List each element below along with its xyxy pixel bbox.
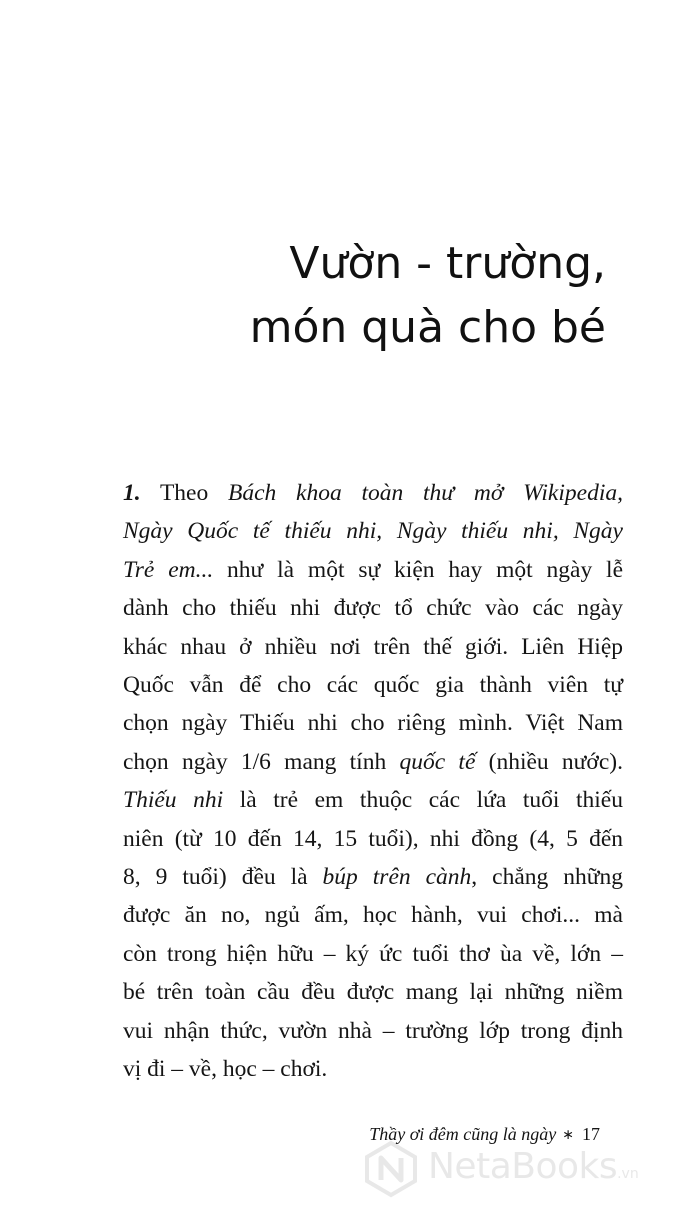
paragraph-line: chọn ngày Thiếu nhi cho riêng mình. Việt Nam [123,710,623,737]
chapter-title [46,232,606,360]
paragraph-line: dành cho thiếu nhi được tổ chức vào các ngày [123,595,623,622]
paragraph-line: vui nhận thức, vườn nhà – trường lớp trong định [123,1017,623,1044]
paragraph-line: 8, 9 tuổi) đều là búp trên cành, chẳng những [123,864,623,891]
paragraph-line: Trẻ em... như là một sự kiện hay một ngày lễ [123,556,623,583]
paragraph-line: khác nhau ở nhiều nơi trên thế giới. Liên Hiệp [123,633,623,660]
paragraph-line: niên (từ 10 đến 14, 15 tuổi), nhi đồng (4, 5 đến [123,825,623,852]
chapter-title-line-1: Vườn - trường, [289,238,606,289]
paragraph-line: Quốc vẫn để cho các quốc gia thành viên tự [123,672,623,699]
paragraph-line: Ngày Quốc tế thiếu nhi, Ngày thiếu nhi, Ngày [123,518,623,545]
paragraph-line: 1. Theo Bách khoa toàn thư mở Wikipedia, [123,480,623,506]
paragraph-line: bé trên toàn cầu đều được mang lại những niềm [123,979,623,1006]
section-number: 1. [123,480,141,506]
watermark-text: NetaBooks.vn [428,1146,639,1187]
chapter-title-line-2: món quà cho bé [249,302,606,353]
paragraph-line: vị đi – về, học – chơi. [123,1056,328,1083]
star-separator: ∗ [562,1128,574,1143]
netabooks-watermark [362,1140,692,1198]
page-number: 17 [582,1124,600,1144]
running-title: Thầy ơi đêm cũng là ngày [369,1124,557,1144]
netabooks-logo-icon [362,1140,420,1198]
paragraph-line: được ăn no, ngủ ấm, học hành, vui chơi... mà [123,902,623,929]
paragraph-line: chọn ngày 1/6 mang tính quốc tế (nhiều nước). [123,748,623,775]
paragraph-line: Thiếu nhi là trẻ em thuộc các lứa tuổi thiếu [123,787,623,814]
body-paragraph [123,474,623,1089]
paragraph-line: còn trong hiện hữu – ký ức tuổi thơ ùa về, lớn – [123,940,623,967]
